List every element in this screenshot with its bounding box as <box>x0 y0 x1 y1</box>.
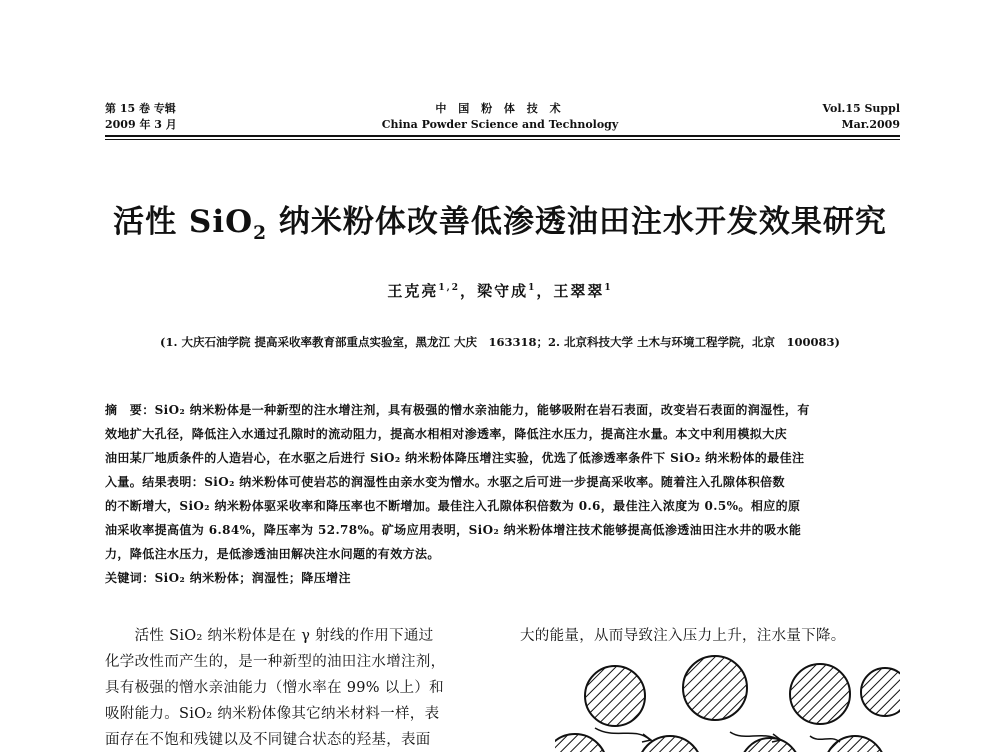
header-rule <box>105 135 900 137</box>
particle-circle <box>790 664 850 724</box>
keywords: 关键词：SiO₂ 纳米粉体；润湿性；降压增注 <box>105 571 351 585</box>
author-list <box>0 280 1000 301</box>
abstract-line: 的不断增大，SiO₂ 纳米粉体驱采收率和降压率也不断增加。最佳注入孔隙体积倍数为 0.6，最佳注入浓度为 0.5%。相应的原 <box>105 499 801 513</box>
body-line: 吸附能力。SiO₂ 纳米粉体像其它纳米材料一样，表 <box>105 706 440 722</box>
author-affil-mark: 1 <box>604 283 613 293</box>
pore-diagram-figure <box>555 648 900 752</box>
abstract-line: 油田某厂地质条件的人造岩心，在水驱之后进行 SiO₂ 纳米粉体降压增注实验，优选了低渗透率条件下 SiO₂ 纳米粉体的最佳注 <box>105 451 805 465</box>
body-line: 具有极强的憎水亲油能力（憎水率在 99% 以上）和 <box>105 680 444 696</box>
volume-label: 第 15 卷 专辑 <box>105 102 176 115</box>
abstract-line: 力，降低注水压力，是低渗透油田解决注水问题的有效方法。 <box>105 547 440 561</box>
particle-circle <box>555 734 607 752</box>
title-suffix: 纳米粉体改善低渗透油田注水开发效果研究 <box>267 204 887 240</box>
particle-circle <box>683 656 747 720</box>
volume-label-en: Vol.15 Suppl <box>822 102 900 115</box>
body-line: 面存在不饱和残键以及不同键合状态的羟基，表面 <box>105 732 431 748</box>
author-name: 王翠翠 <box>553 282 605 300</box>
author-separator: ， <box>460 282 478 300</box>
author-affil-mark: 1,2 <box>438 283 461 293</box>
body-line: 活性 SiO₂ 纳米粉体是在 γ 射线的作用下通过 <box>105 628 434 644</box>
issue-date: 2009 年 3 月 <box>105 118 177 131</box>
body-line-right: 大的能量，从而导致注入压力上升，注水量下降。 <box>520 628 846 644</box>
abstract-line: 入量。结果表明：SiO₂ 纳米粉体可使岩芯的润湿性由亲水变为憎水。水驱之后可进一步提高采收率。随着注入孔隙体积倍数 <box>105 475 785 489</box>
abstract-line: 摘 要：SiO₂ 纳米粉体是一种新型的注水增注剂，具有极强的憎水亲油能力，能够吸附在岩石表面，改变岩石表面的润湿性，有 <box>105 403 810 417</box>
body-line: 化学改性而产生的，是一种新型的油田注水增注剂， <box>105 654 446 670</box>
issue-date-en: Mar.2009 <box>841 118 900 131</box>
particle-circle <box>585 666 645 726</box>
journal-name-cn: 中 国 粉 体 技 术 <box>435 102 565 115</box>
flow-path <box>810 736 840 742</box>
title-prefix: 活性 SiO <box>113 204 254 240</box>
particle-circle <box>861 668 900 716</box>
abstract-line: 油采收率提高值为 6.84%，降压率为 52.78%。矿场应用表明，SiO₂ 纳米粉体增注技术能够提高低渗透油田注水井的吸水能 <box>105 523 802 537</box>
journal-name-en: China Powder Science and Technology <box>381 118 619 131</box>
particle-circle <box>740 738 800 752</box>
flow-path <box>595 728 650 740</box>
abstract-line: 效地扩大孔径，降低注入水通过孔隙时的流动阻力，提高水相相对渗透率，降低注水压力，提高注水量。本文中利用模拟大庆 <box>105 427 788 441</box>
affiliation: (1. 大庆石油学院 提高采收率教育部重点实验室，黑龙江 大庆 163318；2. 北京科技大学 土木与环境工程学院，北京 100083) <box>160 335 840 349</box>
author-name: 王克亮 <box>387 282 439 300</box>
paper-title <box>0 196 1000 244</box>
header-rule-thin <box>105 139 900 140</box>
author-separator: ， <box>536 282 554 300</box>
author-name: 梁守成 <box>477 282 529 300</box>
author-affil-mark: 1 <box>528 283 537 293</box>
title-subscript: 2 <box>253 223 268 245</box>
